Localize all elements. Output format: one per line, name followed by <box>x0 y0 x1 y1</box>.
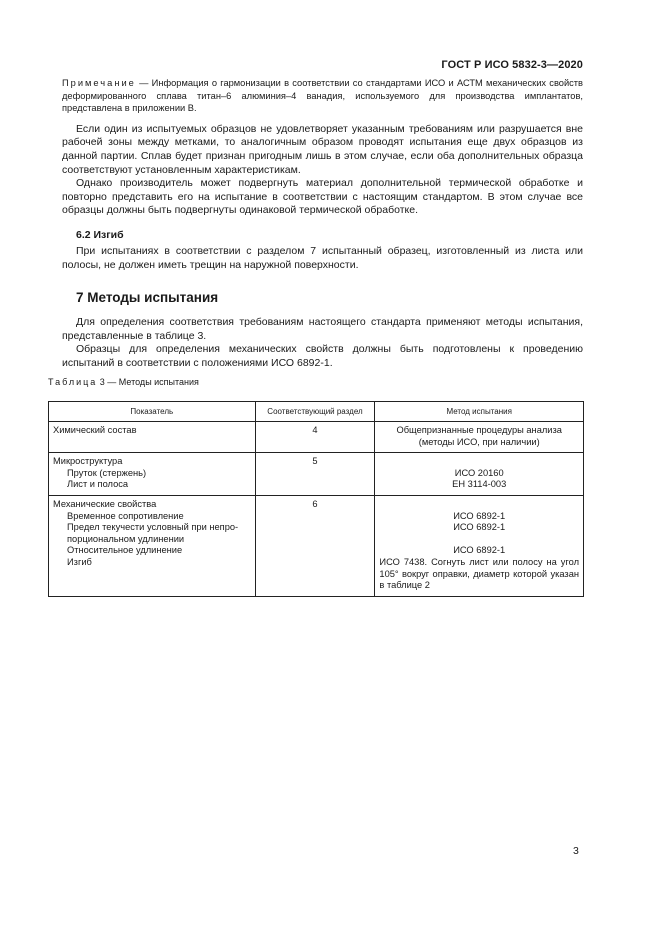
cell-indicator <box>49 495 256 596</box>
header-method: Метод испытания <box>375 402 584 422</box>
indicator-sub: Относительное удлинение <box>67 545 183 556</box>
table-caption-lead: Таблица <box>48 376 98 387</box>
cell-method: Общепризнанные процедуры анализа (методы ИСО, при наличии) <box>375 422 584 453</box>
section-7-heading: 7 Методы испытания <box>76 290 219 306</box>
paragraph-retest: Если один из испытуемых образцов не удовлетворяет указанным требованиям или разрушается вне рабочей зоны между метками, то аналогичным образом проводят испытания еще двух образцов из данной партии. Сплав будет признан пригодным лишь в этом случае, если оба дополнительных образца соответствуют установленным характеристикам. <box>62 122 583 176</box>
paragraph-heat-treatment: Однако производитель может подвергнуть материал дополнительной термической обработке и повторно представить его на испытание в соответствии с настоящим стандартом. В этом случае все образцы должны быть подвергнуты одинаковой термической обработке. <box>62 177 583 217</box>
table-caption-rest: 3 — Методы испытания <box>97 376 199 387</box>
cell-section: 5 <box>255 453 375 496</box>
cell-section: 6 <box>255 495 375 596</box>
indicator-sub: Предел текучести условный при непро- <box>67 522 239 533</box>
method-value: ЕН 3114-003 <box>452 479 507 490</box>
header-indicator: Показатель <box>49 402 256 422</box>
indicator-label: Механические свойства <box>53 498 157 509</box>
table-row <box>49 495 584 596</box>
indicator-label: Микроструктура <box>53 456 123 467</box>
section-7-paragraph-2: Образцы для определения механических свойств должны быть подготовлены к проведению испытаний в соответствии с положениями ИСО 6892-1. <box>62 343 583 369</box>
cell-method <box>375 453 584 496</box>
method-value: ИСО 20160 <box>454 467 504 478</box>
section-6-2-text: При испытаниях в соответствии с разделом 7 испытанный образец, изготовленный из листа или полосы, не должен иметь трещин на наружной поверхности. <box>62 244 583 271</box>
table-row <box>49 453 584 496</box>
indicator-sub: Лист и полоса <box>67 479 129 490</box>
header-section: Соответствующий раздел <box>255 402 375 422</box>
table-caption <box>48 377 583 387</box>
page-content <box>48 77 583 392</box>
note-text: — Информация о гармонизации в соответствии со стандартами ИСО и АСТМ механических свойств деформированного сплава титан–6 алюминия–4 ванадия, используемого для производства имплантатов, представлена в приложении В. <box>62 78 583 114</box>
page-number: 3 <box>573 845 579 857</box>
indicator-sub: Изгиб <box>67 556 92 567</box>
method-value: ИСО 6892-1 <box>453 545 506 556</box>
table-row <box>49 422 584 453</box>
cell-section: 4 <box>255 422 375 453</box>
indicator-sub: Временное сопротивление <box>67 510 184 521</box>
method-value: ИСО 6892-1 <box>453 522 506 533</box>
test-methods-table <box>48 401 584 597</box>
section-6-2-heading: 6.2 Изгиб <box>76 228 124 241</box>
cell-indicator <box>49 422 256 453</box>
indicator-label: Химический состав <box>53 425 137 435</box>
cell-method <box>375 495 584 596</box>
indicator-sub: Пруток (стержень) <box>67 467 147 478</box>
cell-indicator <box>49 453 256 496</box>
method-value: ИСО 6892-1 <box>453 510 506 521</box>
section-7-paragraph-1: Для определения соответствия требованиям настоящего стандарта применяют методы испытания, представленные в таблице 3. <box>62 316 583 342</box>
note-lead: Примечание <box>62 78 136 88</box>
document-header: ГОСТ Р ИСО 5832-3—2020 <box>441 59 583 71</box>
method-value: ИСО 7438. Согнуть лист или полосу на угол 105° вокруг оправки, диаметр которой указан в таблице 2 <box>379 556 579 591</box>
note-paragraph <box>62 77 583 115</box>
indicator-sub: порциональном удлинении <box>67 533 185 544</box>
table-header-row <box>49 402 584 422</box>
